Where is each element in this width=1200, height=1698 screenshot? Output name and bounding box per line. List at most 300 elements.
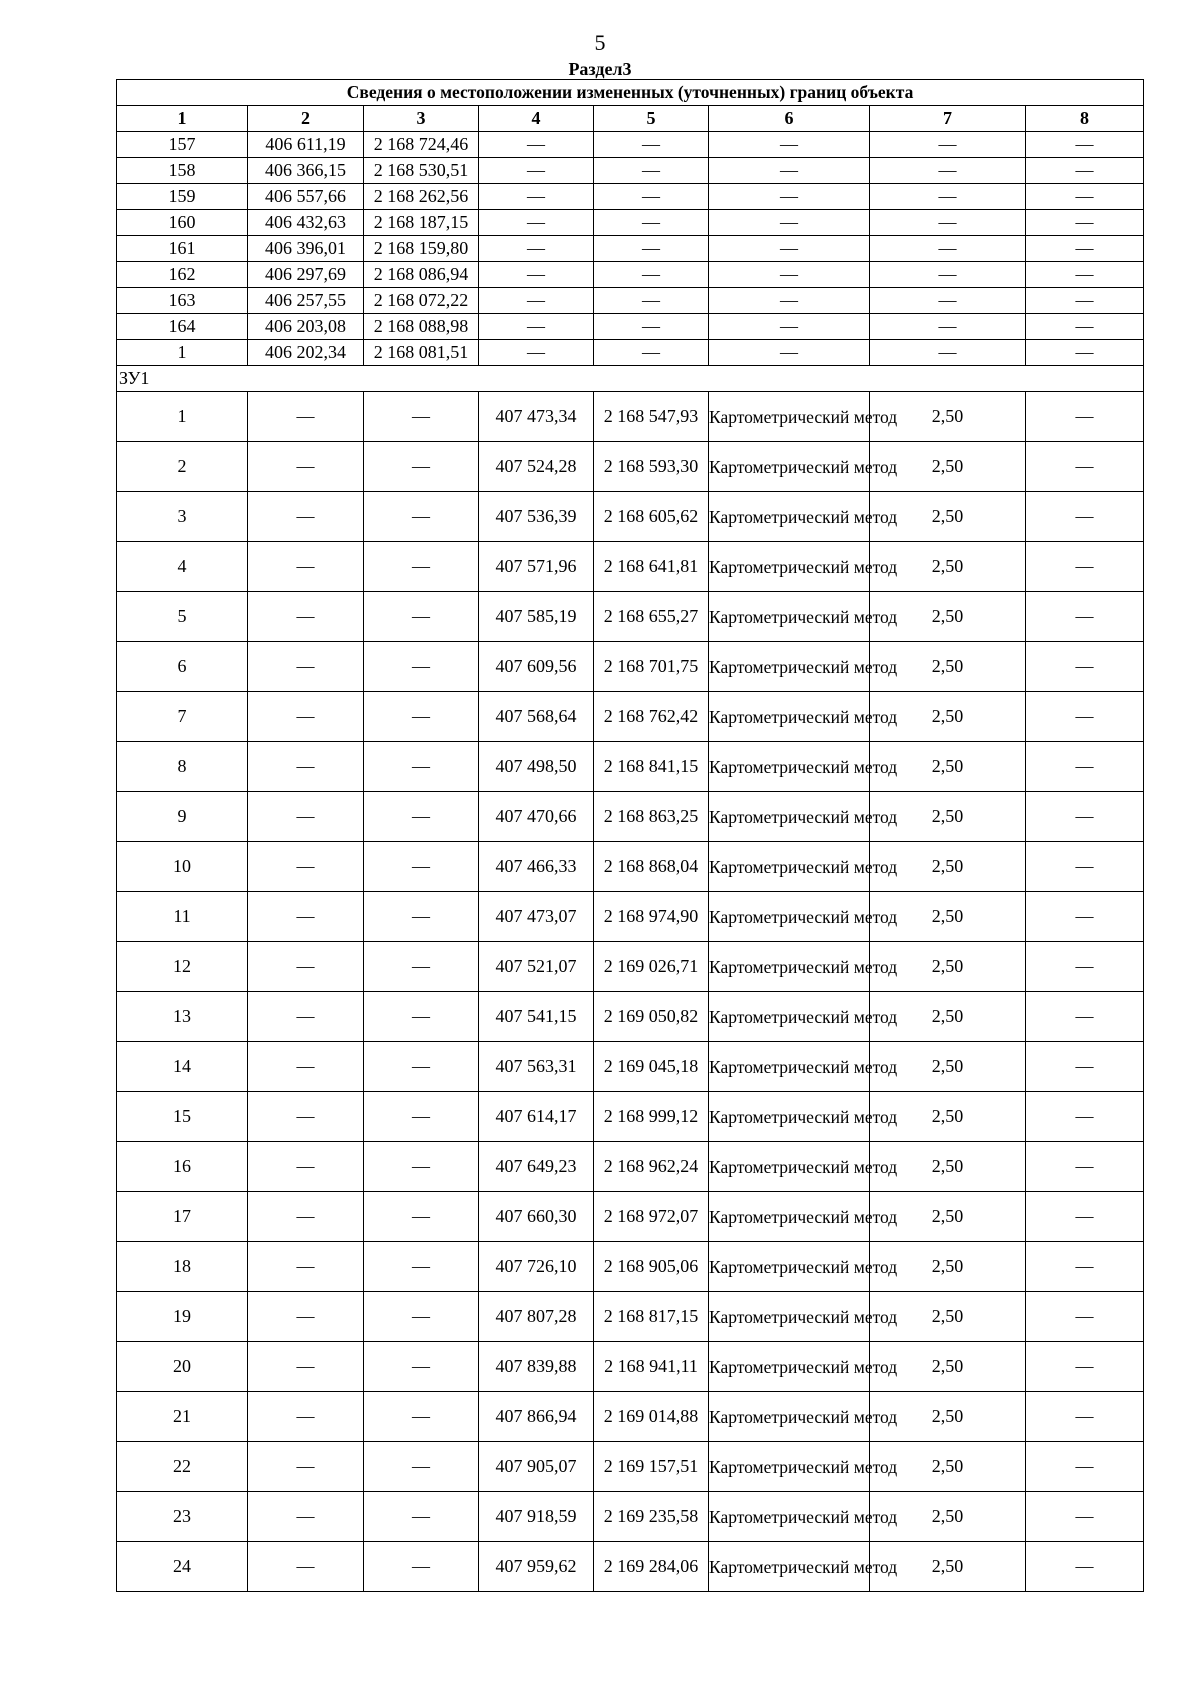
empty-dash-cell: —	[364, 742, 479, 792]
coordinate-cell: 406 432,63	[248, 210, 364, 236]
coordinate-cell: 2 168 081,51	[364, 340, 479, 366]
empty-dash-cell: —	[1026, 340, 1144, 366]
point-number-cell: 16	[117, 1142, 248, 1192]
empty-dash-cell: —	[364, 492, 479, 542]
table-row	[117, 842, 1144, 892]
empty-dash-cell: —	[364, 1342, 479, 1392]
table-row	[117, 542, 1144, 592]
empty-dash-cell: —	[1026, 1042, 1144, 1092]
empty-dash-cell: —	[1026, 892, 1144, 942]
coordinate-cell: 406 257,55	[248, 288, 364, 314]
empty-dash-cell: —	[1026, 542, 1144, 592]
coordinate-cell: 407 614,17	[479, 1092, 594, 1142]
point-number-cell: 158	[117, 158, 248, 184]
point-number-cell: 1	[117, 340, 248, 366]
point-number-cell: 161	[117, 236, 248, 262]
empty-dash-cell: —	[594, 314, 709, 340]
accuracy-cell: 2,50	[870, 492, 1026, 542]
point-number-cell: 163	[117, 288, 248, 314]
table-row	[117, 132, 1144, 158]
point-number-cell: 160	[117, 210, 248, 236]
coordinate-cell: 2 168 530,51	[364, 158, 479, 184]
table-row	[117, 1392, 1144, 1442]
empty-dash-cell: —	[594, 132, 709, 158]
empty-dash-cell: —	[248, 592, 364, 642]
empty-dash-cell: —	[364, 1542, 479, 1592]
empty-dash-cell: —	[1026, 1092, 1144, 1142]
accuracy-cell: 2,50	[870, 642, 1026, 692]
accuracy-cell: 2,50	[870, 1242, 1026, 1292]
empty-dash-cell: —	[594, 262, 709, 288]
point-number-cell: 24	[117, 1542, 248, 1592]
empty-dash-cell: —	[594, 158, 709, 184]
empty-dash-cell: —	[870, 158, 1026, 184]
empty-dash-cell: —	[1026, 262, 1144, 288]
empty-dash-cell: —	[594, 184, 709, 210]
empty-dash-cell: —	[364, 592, 479, 642]
table-row	[117, 184, 1144, 210]
coordinate-cell: 407 473,07	[479, 892, 594, 942]
empty-dash-cell: —	[479, 262, 594, 288]
empty-dash-cell: —	[364, 1442, 479, 1492]
method-cell: Картометрический метод	[709, 1042, 870, 1092]
empty-dash-cell: —	[248, 542, 364, 592]
table-row	[117, 442, 1144, 492]
method-cell: Картометрический метод	[709, 692, 870, 742]
table-row	[117, 742, 1144, 792]
accuracy-cell: 2,50	[870, 992, 1026, 1042]
coordinate-cell: 2 168 088,98	[364, 314, 479, 340]
coordinate-cell: 2 168 159,80	[364, 236, 479, 262]
column-header: 6	[709, 106, 870, 132]
empty-dash-cell: —	[870, 132, 1026, 158]
empty-dash-cell: —	[1026, 742, 1144, 792]
coordinate-cell: 2 168 999,12	[594, 1092, 709, 1142]
method-cell: Картометрический метод	[709, 742, 870, 792]
point-number-cell: 17	[117, 1192, 248, 1242]
point-number-cell: 8	[117, 742, 248, 792]
empty-dash-cell: —	[1026, 692, 1144, 742]
table-row	[117, 392, 1144, 442]
coordinates-table	[116, 79, 1144, 1592]
point-number-cell: 164	[117, 314, 248, 340]
coordinate-cell: 407 585,19	[479, 592, 594, 642]
section-title: Раздел3	[568, 59, 632, 79]
empty-dash-cell: —	[364, 442, 479, 492]
group-label: ЗУ1	[117, 366, 1144, 392]
table-row	[117, 1342, 1144, 1392]
empty-dash-cell: —	[248, 1192, 364, 1242]
empty-dash-cell: —	[248, 442, 364, 492]
coordinate-cell: 407 726,10	[479, 1242, 594, 1292]
coordinate-cell: 2 168 262,56	[364, 184, 479, 210]
coordinate-cell: 2 168 655,27	[594, 592, 709, 642]
coordinate-cell: 2 169 014,88	[594, 1392, 709, 1442]
point-number-cell: 14	[117, 1042, 248, 1092]
empty-dash-cell: —	[364, 942, 479, 992]
accuracy-cell: 2,50	[870, 1342, 1026, 1392]
empty-dash-cell: —	[248, 392, 364, 442]
table-row	[117, 1092, 1144, 1142]
table-caption: Сведения о местоположении измененных (уточненных) границ объекта	[117, 80, 1144, 106]
coordinate-cell: 407 959,62	[479, 1542, 594, 1592]
coordinate-cell: 2 168 724,46	[364, 132, 479, 158]
point-number-cell: 21	[117, 1392, 248, 1442]
coordinate-cell: 407 807,28	[479, 1292, 594, 1342]
coordinate-cell: 407 521,07	[479, 942, 594, 992]
table-row	[117, 792, 1144, 842]
empty-dash-cell: —	[870, 210, 1026, 236]
table-row	[117, 158, 1144, 184]
empty-dash-cell: —	[709, 262, 870, 288]
point-number-cell: 9	[117, 792, 248, 842]
empty-dash-cell: —	[1026, 792, 1144, 842]
empty-dash-cell: —	[709, 158, 870, 184]
table-row	[117, 492, 1144, 542]
empty-dash-cell: —	[1026, 442, 1144, 492]
empty-dash-cell: —	[1026, 1342, 1144, 1392]
empty-dash-cell: —	[364, 1392, 479, 1442]
accuracy-cell: 2,50	[870, 1392, 1026, 1442]
method-cell: Картометрический метод	[709, 1292, 870, 1342]
coordinate-cell: 406 557,66	[248, 184, 364, 210]
accuracy-cell: 2,50	[870, 892, 1026, 942]
column-header: 4	[479, 106, 594, 132]
table-row	[117, 236, 1144, 262]
empty-dash-cell: —	[248, 1542, 364, 1592]
accuracy-cell: 2,50	[870, 1092, 1026, 1142]
empty-dash-cell: —	[248, 1042, 364, 1092]
empty-dash-cell: —	[1026, 1242, 1144, 1292]
point-number-cell: 18	[117, 1242, 248, 1292]
method-cell: Картометрический метод	[709, 1192, 870, 1242]
empty-dash-cell: —	[364, 542, 479, 592]
coordinate-cell: 407 466,33	[479, 842, 594, 892]
accuracy-cell: 2,50	[870, 742, 1026, 792]
coordinate-cell: 2 168 187,15	[364, 210, 479, 236]
table-row	[117, 1192, 1144, 1242]
coordinate-cell: 407 473,34	[479, 392, 594, 442]
empty-dash-cell: —	[1026, 1442, 1144, 1492]
method-cell: Картометрический метод	[709, 1142, 870, 1192]
empty-dash-cell: —	[870, 236, 1026, 262]
method-cell: Картометрический метод	[709, 1442, 870, 1492]
coordinate-cell: 2 169 284,06	[594, 1542, 709, 1592]
method-cell: Картометрический метод	[709, 1392, 870, 1442]
coordinate-cell: 2 168 072,22	[364, 288, 479, 314]
accuracy-cell: 2,50	[870, 592, 1026, 642]
table-row	[117, 992, 1144, 1042]
method-cell: Картометрический метод	[709, 1542, 870, 1592]
empty-dash-cell: —	[248, 892, 364, 942]
empty-dash-cell: —	[479, 314, 594, 340]
empty-dash-cell: —	[709, 236, 870, 262]
accuracy-cell: 2,50	[870, 1142, 1026, 1192]
method-cell: Картометрический метод	[709, 1242, 870, 1292]
point-number-cell: 15	[117, 1092, 248, 1142]
point-number-cell: 1	[117, 392, 248, 442]
empty-dash-cell: —	[364, 692, 479, 742]
coordinate-cell: 407 536,39	[479, 492, 594, 542]
coordinate-cell: 2 169 050,82	[594, 992, 709, 1042]
coordinate-cell: 406 396,01	[248, 236, 364, 262]
empty-dash-cell: —	[364, 392, 479, 442]
coordinate-cell: 2 168 817,15	[594, 1292, 709, 1342]
empty-dash-cell: —	[1026, 842, 1144, 892]
method-cell: Картометрический метод	[709, 842, 870, 892]
coordinate-cell: 2 168 941,11	[594, 1342, 709, 1392]
table-row	[117, 262, 1144, 288]
empty-dash-cell: —	[364, 1042, 479, 1092]
empty-dash-cell: —	[1026, 492, 1144, 542]
empty-dash-cell: —	[248, 1092, 364, 1142]
empty-dash-cell: —	[479, 340, 594, 366]
table-row	[117, 692, 1144, 742]
method-cell: Картометрический метод	[709, 592, 870, 642]
empty-dash-cell: —	[248, 1492, 364, 1542]
coordinate-cell: 407 839,88	[479, 1342, 594, 1392]
point-number-cell: 5	[117, 592, 248, 642]
table-row	[117, 1242, 1144, 1292]
method-cell: Картометрический метод	[709, 1342, 870, 1392]
coordinate-cell: 407 571,96	[479, 542, 594, 592]
accuracy-cell: 2,50	[870, 842, 1026, 892]
empty-dash-cell: —	[479, 210, 594, 236]
empty-dash-cell: —	[1026, 314, 1144, 340]
coordinate-cell: 406 366,15	[248, 158, 364, 184]
point-number-cell: 6	[117, 642, 248, 692]
point-number-cell: 2	[117, 442, 248, 492]
table-row	[117, 340, 1144, 366]
empty-dash-cell: —	[709, 132, 870, 158]
empty-dash-cell: —	[870, 340, 1026, 366]
coordinate-cell: 407 660,30	[479, 1192, 594, 1242]
empty-dash-cell: —	[1026, 1142, 1144, 1192]
accuracy-cell: 2,50	[870, 1042, 1026, 1092]
coordinate-cell: 2 168 086,94	[364, 262, 479, 288]
coordinate-cell: 2 168 701,75	[594, 642, 709, 692]
empty-dash-cell: —	[1026, 942, 1144, 992]
column-header: 3	[364, 106, 479, 132]
empty-dash-cell: —	[248, 1392, 364, 1442]
coordinate-cell: 2 169 045,18	[594, 1042, 709, 1092]
empty-dash-cell: —	[1026, 1492, 1144, 1542]
method-cell: Картометрический метод	[709, 1092, 870, 1142]
empty-dash-cell: —	[1026, 592, 1144, 642]
point-number-cell: 11	[117, 892, 248, 942]
empty-dash-cell: —	[479, 236, 594, 262]
empty-dash-cell: —	[594, 340, 709, 366]
accuracy-cell: 2,50	[870, 392, 1026, 442]
point-number-cell: 12	[117, 942, 248, 992]
table-row	[117, 1042, 1144, 1092]
coordinate-cell: 2 168 593,30	[594, 442, 709, 492]
table-row	[117, 314, 1144, 340]
method-cell: Картометрический метод	[709, 1492, 870, 1542]
coordinate-cell: 407 498,50	[479, 742, 594, 792]
method-cell: Картометрический метод	[709, 442, 870, 492]
column-header-row	[117, 106, 1144, 132]
coordinate-cell: 2 168 863,25	[594, 792, 709, 842]
empty-dash-cell: —	[364, 1142, 479, 1192]
table-row	[117, 288, 1144, 314]
coordinate-cell: 2 168 974,90	[594, 892, 709, 942]
empty-dash-cell: —	[364, 792, 479, 842]
point-number-cell: 19	[117, 1292, 248, 1342]
point-number-cell: 20	[117, 1342, 248, 1392]
empty-dash-cell: —	[1026, 1292, 1144, 1342]
empty-dash-cell: —	[1026, 210, 1144, 236]
accuracy-cell: 2,50	[870, 1492, 1026, 1542]
empty-dash-cell: —	[479, 288, 594, 314]
empty-dash-cell: —	[248, 1442, 364, 1492]
point-number-cell: 3	[117, 492, 248, 542]
empty-dash-cell: —	[364, 892, 479, 942]
coordinate-cell: 407 649,23	[479, 1142, 594, 1192]
accuracy-cell: 2,50	[870, 1192, 1026, 1242]
coordinate-cell: 2 168 641,81	[594, 542, 709, 592]
empty-dash-cell: —	[248, 792, 364, 842]
coordinate-cell: 2 168 868,04	[594, 842, 709, 892]
coordinate-cell: 406 202,34	[248, 340, 364, 366]
empty-dash-cell: —	[364, 992, 479, 1042]
empty-dash-cell: —	[364, 1492, 479, 1542]
accuracy-cell: 2,50	[870, 1292, 1026, 1342]
coordinate-cell: 407 866,94	[479, 1392, 594, 1442]
column-header: 1	[117, 106, 248, 132]
empty-dash-cell: —	[1026, 1542, 1144, 1592]
coordinate-cell: 2 168 762,42	[594, 692, 709, 742]
empty-dash-cell: —	[364, 842, 479, 892]
coordinate-cell: 2 169 026,71	[594, 942, 709, 992]
empty-dash-cell: —	[248, 842, 364, 892]
empty-dash-cell: —	[248, 1142, 364, 1192]
coordinate-cell: 407 524,28	[479, 442, 594, 492]
empty-dash-cell: —	[594, 288, 709, 314]
table-row	[117, 210, 1144, 236]
empty-dash-cell: —	[594, 236, 709, 262]
table-row	[117, 1292, 1144, 1342]
empty-dash-cell: —	[479, 158, 594, 184]
empty-dash-cell: —	[248, 1242, 364, 1292]
accuracy-cell: 2,50	[870, 1542, 1026, 1592]
table-row	[117, 642, 1144, 692]
table-row	[117, 592, 1144, 642]
empty-dash-cell: —	[248, 742, 364, 792]
column-header: 5	[594, 106, 709, 132]
method-cell: Картометрический метод	[709, 492, 870, 542]
table-row	[117, 1492, 1144, 1542]
coordinate-cell: 406 297,69	[248, 262, 364, 288]
point-number-cell: 10	[117, 842, 248, 892]
empty-dash-cell: —	[364, 1242, 479, 1292]
empty-dash-cell: —	[479, 184, 594, 210]
coordinate-cell: 406 611,19	[248, 132, 364, 158]
method-cell: Картометрический метод	[709, 392, 870, 442]
method-cell: Картометрический метод	[709, 792, 870, 842]
accuracy-cell: 2,50	[870, 542, 1026, 592]
coordinate-cell: 2 169 235,58	[594, 1492, 709, 1542]
method-cell: Картометрический метод	[709, 542, 870, 592]
accuracy-cell: 2,50	[870, 942, 1026, 992]
coordinate-cell: 407 918,59	[479, 1492, 594, 1542]
empty-dash-cell: —	[1026, 158, 1144, 184]
empty-dash-cell: —	[709, 184, 870, 210]
accuracy-cell: 2,50	[870, 1442, 1026, 1492]
group-row	[117, 366, 1144, 392]
empty-dash-cell: —	[709, 340, 870, 366]
coordinate-cell: 407 541,15	[479, 992, 594, 1042]
empty-dash-cell: —	[364, 642, 479, 692]
coordinate-cell: 407 470,66	[479, 792, 594, 842]
point-number-cell: 162	[117, 262, 248, 288]
empty-dash-cell: —	[248, 992, 364, 1042]
point-number-cell: 157	[117, 132, 248, 158]
coordinate-cell: 2 168 905,06	[594, 1242, 709, 1292]
empty-dash-cell: —	[364, 1192, 479, 1242]
empty-dash-cell: —	[248, 1342, 364, 1392]
point-number-cell: 159	[117, 184, 248, 210]
point-number-cell: 4	[117, 542, 248, 592]
coordinate-cell: 2 168 547,93	[594, 392, 709, 442]
empty-dash-cell: —	[1026, 642, 1144, 692]
empty-dash-cell: —	[479, 132, 594, 158]
coordinate-cell: 407 905,07	[479, 1442, 594, 1492]
empty-dash-cell: —	[870, 184, 1026, 210]
coordinate-cell: 406 203,08	[248, 314, 364, 340]
empty-dash-cell: —	[1026, 392, 1144, 442]
empty-dash-cell: —	[248, 692, 364, 742]
empty-dash-cell: —	[1026, 132, 1144, 158]
column-header: 2	[248, 106, 364, 132]
page-number: 5	[594, 30, 606, 55]
point-number-cell: 23	[117, 1492, 248, 1542]
coordinate-cell: 2 168 605,62	[594, 492, 709, 542]
coordinate-cell: 407 563,31	[479, 1042, 594, 1092]
accuracy-cell: 2,50	[870, 692, 1026, 742]
coordinate-cell: 407 568,64	[479, 692, 594, 742]
method-cell: Картометрический метод	[709, 892, 870, 942]
empty-dash-cell: —	[248, 1292, 364, 1342]
empty-dash-cell: —	[248, 642, 364, 692]
empty-dash-cell: —	[709, 288, 870, 314]
table-row	[117, 1442, 1144, 1492]
empty-dash-cell: —	[1026, 1392, 1144, 1442]
table-row	[117, 1142, 1144, 1192]
method-cell: Картометрический метод	[709, 992, 870, 1042]
table-row	[117, 1542, 1144, 1592]
accuracy-cell: 2,50	[870, 792, 1026, 842]
coordinate-cell: 2 168 962,24	[594, 1142, 709, 1192]
column-header: 7	[870, 106, 1026, 132]
empty-dash-cell: —	[364, 1092, 479, 1142]
point-number-cell: 22	[117, 1442, 248, 1492]
empty-dash-cell: —	[709, 210, 870, 236]
empty-dash-cell: —	[248, 942, 364, 992]
point-number-cell: 13	[117, 992, 248, 1042]
coordinate-cell: 407 609,56	[479, 642, 594, 692]
table-row	[117, 892, 1144, 942]
accuracy-cell: 2,50	[870, 442, 1026, 492]
empty-dash-cell: —	[364, 1292, 479, 1342]
coordinate-cell: 2 168 972,07	[594, 1192, 709, 1242]
point-number-cell: 7	[117, 692, 248, 742]
method-cell: Картометрический метод	[709, 942, 870, 992]
empty-dash-cell: —	[870, 314, 1026, 340]
column-header: 8	[1026, 106, 1144, 132]
table-row	[117, 942, 1144, 992]
empty-dash-cell: —	[1026, 1192, 1144, 1242]
